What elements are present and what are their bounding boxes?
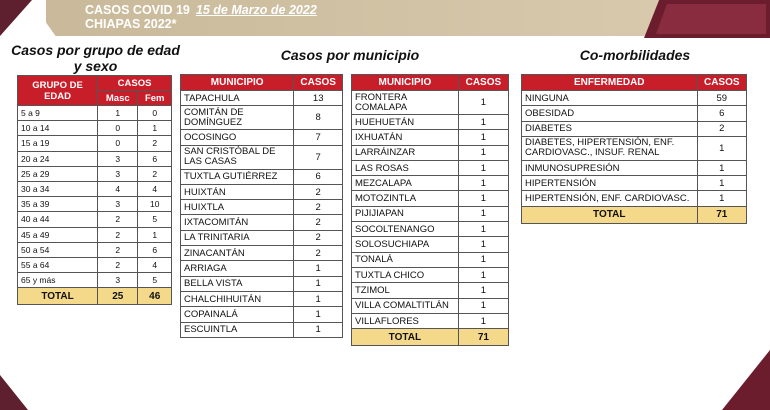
- col-header-municipio: MUNICIPIO: [181, 75, 294, 91]
- cases-cell: 1: [458, 283, 508, 298]
- name-cell: DIABETES: [522, 121, 698, 136]
- comorbilidades-table-body: [522, 91, 747, 207]
- name-cell: HUIXTÁN: [181, 184, 294, 199]
- masc-cell: 0: [98, 121, 138, 136]
- col-header-cases: CASOS: [697, 75, 747, 91]
- cases-cell: 1: [458, 267, 508, 282]
- table-row: [352, 191, 509, 206]
- header-title-line1: CASOS COVID 19: [85, 3, 190, 17]
- name-cell: ESCUINTLA: [181, 322, 294, 337]
- cases-cell: 2: [294, 230, 343, 245]
- table-row: [352, 176, 509, 191]
- table-row: [181, 307, 343, 322]
- fem-cell: 6: [138, 151, 172, 166]
- table-row: [18, 166, 172, 181]
- fem-cell: 5: [138, 273, 172, 288]
- name-cell: SOCOLTENANGO: [352, 222, 459, 237]
- corner-decoration-bottom-left: [0, 360, 70, 410]
- name-cell: LA TRINITARIA: [181, 230, 294, 245]
- total-label: TOTAL: [352, 329, 459, 346]
- table-row: [522, 191, 747, 206]
- cases-cell: 6: [294, 169, 343, 184]
- name-cell: CHALCHIHUITÁN: [181, 291, 294, 306]
- cases-cell: 8: [294, 106, 343, 130]
- name-cell: LARRÁINZAR: [352, 145, 459, 160]
- table-row: [352, 160, 509, 175]
- name-cell: VILLA COMALTITLÁN: [352, 298, 459, 313]
- cases-cell: 1: [458, 252, 508, 267]
- table-row: [18, 106, 172, 121]
- fem-cell: 2: [138, 166, 172, 181]
- table-row: [181, 246, 343, 261]
- table-row: [352, 206, 509, 221]
- name-cell: SOLOSUCHIAPA: [352, 237, 459, 252]
- cases-cell: 1: [697, 176, 747, 191]
- age-group-cell: 45 a 49: [18, 227, 98, 242]
- cases-cell: 1: [294, 307, 343, 322]
- col-header-enfermedad: ENFERMEDAD: [522, 75, 698, 91]
- name-cell: DIABETES, HIPERTENSIÓN, ENF. CARDIOVASC., INSUF. RENAL: [522, 136, 698, 160]
- masc-cell: 3: [98, 166, 138, 181]
- fem-cell: 4: [138, 257, 172, 272]
- age-table-body: [18, 106, 172, 288]
- fem-cell: 0: [138, 106, 172, 121]
- name-cell: FRONTERA COMALAPA: [352, 91, 459, 115]
- table-row: [522, 160, 747, 175]
- fem-cell: 10: [138, 197, 172, 212]
- name-cell: IXTACOMITÁN: [181, 215, 294, 230]
- municipio-table-2: [351, 74, 509, 346]
- table-row: [18, 242, 172, 257]
- col-header-cases: CASOS: [458, 75, 508, 91]
- cases-cell: 1: [458, 176, 508, 191]
- masc-cell: 2: [98, 212, 138, 227]
- section-title-age: Casos por grupo de edad y sexo: [11, 42, 180, 74]
- table-row: [181, 130, 343, 145]
- masc-cell: 4: [98, 181, 138, 196]
- age-group-cell: 40 a 44: [18, 212, 98, 227]
- table-row: [181, 169, 343, 184]
- fem-cell: 4: [138, 181, 172, 196]
- name-cell: HUIXTLA: [181, 200, 294, 215]
- table-row: [18, 257, 172, 272]
- header-title-line2: CHIAPAS 2022*: [85, 17, 177, 31]
- cases-cell: 1: [458, 313, 508, 328]
- cases-cell: 1: [697, 160, 747, 175]
- comorbilidades-table: [521, 74, 747, 224]
- cases-cell: 2: [294, 184, 343, 199]
- name-cell: VILLAFLORES: [352, 313, 459, 328]
- table-row: [352, 252, 509, 267]
- table-row: [18, 227, 172, 242]
- name-cell: TUXTLA GUTIÉRREZ: [181, 169, 294, 184]
- table-row: [352, 222, 509, 237]
- table-row: [18, 181, 172, 196]
- cases-cell: 1: [697, 136, 747, 160]
- table-row: [18, 151, 172, 166]
- cases-cell: 1: [294, 322, 343, 337]
- name-cell: TONALÁ: [352, 252, 459, 267]
- table-row: [352, 237, 509, 252]
- total-value: 71: [697, 206, 747, 223]
- table-row: [18, 273, 172, 288]
- masc-cell: 2: [98, 242, 138, 257]
- name-cell: HUEHUETÁN: [352, 115, 459, 130]
- cases-cell: 7: [294, 130, 343, 145]
- age-group-cell: 50 a 54: [18, 242, 98, 257]
- age-group-cell: 20 a 24: [18, 151, 98, 166]
- masc-cell: 0: [98, 136, 138, 151]
- fem-cell: 5: [138, 212, 172, 227]
- table-row: [352, 145, 509, 160]
- cases-cell: 2: [697, 121, 747, 136]
- total-masc: 25: [98, 288, 138, 305]
- table-row: [522, 91, 747, 106]
- masc-cell: 3: [98, 197, 138, 212]
- municipio-total-row: [352, 329, 509, 346]
- cases-cell: 1: [458, 130, 508, 145]
- cases-cell: 1: [458, 91, 508, 115]
- cases-cell: 6: [697, 106, 747, 121]
- cases-cell: 1: [458, 222, 508, 237]
- table-row: [522, 106, 747, 121]
- cases-cell: 1: [458, 115, 508, 130]
- table-row: [352, 298, 509, 313]
- cases-cell: 1: [458, 298, 508, 313]
- age-group-cell: 10 a 14: [18, 121, 98, 136]
- col-header-municipio: MUNICIPIO: [352, 75, 459, 91]
- table-row: [181, 91, 343, 106]
- name-cell: MEZCALAPA: [352, 176, 459, 191]
- total-fem: 46: [138, 288, 172, 305]
- masc-cell: 2: [98, 257, 138, 272]
- fem-cell: 6: [138, 242, 172, 257]
- cases-cell: 1: [458, 191, 508, 206]
- cases-cell: 1: [294, 261, 343, 276]
- name-cell: ARRIAGA: [181, 261, 294, 276]
- name-cell: NINGUNA: [522, 91, 698, 106]
- header-title: [85, 3, 317, 31]
- cases-cell: 1: [697, 191, 747, 206]
- name-cell: TZIMOL: [352, 283, 459, 298]
- name-cell: OCOSINGO: [181, 130, 294, 145]
- table-row: [181, 215, 343, 230]
- municipio-table-1-body: [181, 91, 343, 338]
- table-row: [352, 267, 509, 282]
- total-label: TOTAL: [18, 288, 98, 305]
- table-row: [352, 283, 509, 298]
- table-row: [181, 291, 343, 306]
- comorbilidades-total-row: [522, 206, 747, 223]
- cases-cell: 2: [294, 246, 343, 261]
- name-cell: SAN CRISTÓBAL DE LAS CASAS: [181, 145, 294, 169]
- cases-cell: 2: [294, 200, 343, 215]
- fem-cell: 2: [138, 136, 172, 151]
- name-cell: MOTOZINTLA: [352, 191, 459, 206]
- age-group-cell: 5 a 9: [18, 106, 98, 121]
- table-row: [181, 106, 343, 130]
- table-row: [181, 322, 343, 337]
- masc-cell: 2: [98, 227, 138, 242]
- table-row: [352, 313, 509, 328]
- name-cell: LAS ROSAS: [352, 160, 459, 175]
- table-row: [352, 115, 509, 130]
- cases-cell: 1: [458, 206, 508, 221]
- name-cell: TAPACHULA: [181, 91, 294, 106]
- name-cell: COPAINALÁ: [181, 307, 294, 322]
- table-row: [181, 230, 343, 245]
- table-row: [181, 261, 343, 276]
- masc-cell: 3: [98, 151, 138, 166]
- name-cell: BELLA VISTA: [181, 276, 294, 291]
- table-row: [181, 145, 343, 169]
- col-header-masc: Masc: [98, 91, 138, 106]
- fem-cell: 1: [138, 227, 172, 242]
- table-row: [18, 121, 172, 136]
- table-row: [522, 136, 747, 160]
- col-header-cases: CASOS: [294, 75, 343, 91]
- name-cell: ZINACANTÁN: [181, 246, 294, 261]
- name-cell: HIPERTENSIÓN: [522, 176, 698, 191]
- total-label: TOTAL: [522, 206, 698, 223]
- age-group-cell: 65 y más: [18, 273, 98, 288]
- age-group-cell: 30 a 34: [18, 181, 98, 196]
- name-cell: COMITÁN DE DOMÍNGUEZ: [181, 106, 294, 130]
- cases-cell: 1: [458, 145, 508, 160]
- age-total-row: [18, 288, 172, 305]
- age-group-cell: 15 a 19: [18, 136, 98, 151]
- masc-cell: 1: [98, 106, 138, 121]
- header-date: 15 de Marzo de 2022: [195, 3, 317, 17]
- table-row: [18, 197, 172, 212]
- section-title-comorbilidades: Co-morbilidades: [579, 47, 691, 63]
- table-row: [181, 276, 343, 291]
- table-row: [18, 136, 172, 151]
- cases-cell: 59: [697, 91, 747, 106]
- section-title-municipio: Casos por municipio: [280, 47, 420, 63]
- col-header-cases: CASOS: [98, 76, 172, 91]
- table-row: [522, 176, 747, 191]
- total-value: 71: [458, 329, 508, 346]
- cases-cell: 2: [294, 215, 343, 230]
- name-cell: HIPERTENSIÓN, ENF. CARDIOVASC.: [522, 191, 698, 206]
- table-row: [18, 212, 172, 227]
- cases-cell: 13: [294, 91, 343, 106]
- municipio-table-2-body: [352, 91, 509, 329]
- table-row: [181, 200, 343, 215]
- age-group-cell: 25 a 29: [18, 166, 98, 181]
- municipio-table-1: [180, 74, 343, 338]
- name-cell: INMUNOSUPRESIÓN: [522, 160, 698, 175]
- table-row: [352, 91, 509, 115]
- masc-cell: 3: [98, 273, 138, 288]
- table-row: [522, 121, 747, 136]
- corner-decoration-bottom-right: [710, 350, 770, 410]
- name-cell: IXHUATÁN: [352, 130, 459, 145]
- fem-cell: 1: [138, 121, 172, 136]
- table-row: [181, 184, 343, 199]
- name-cell: OBESIDAD: [522, 106, 698, 121]
- name-cell: PIJIJIAPAN: [352, 206, 459, 221]
- age-group-cell: 55 a 64: [18, 257, 98, 272]
- col-header-age-group: GRUPO DE EDAD: [18, 76, 98, 106]
- cases-cell: 1: [294, 276, 343, 291]
- age-group-cell: 35 a 39: [18, 197, 98, 212]
- cases-cell: 1: [294, 291, 343, 306]
- name-cell: TUXTLA CHICO: [352, 267, 459, 282]
- col-header-fem: Fem: [138, 91, 172, 106]
- cases-cell: 1: [458, 237, 508, 252]
- cases-cell: 1: [458, 160, 508, 175]
- cases-cell: 7: [294, 145, 343, 169]
- corner-decoration-top-left: [0, 0, 46, 36]
- corner-decoration-top-right: [644, 0, 770, 38]
- age-sex-table: [17, 75, 172, 305]
- table-row: [352, 130, 509, 145]
